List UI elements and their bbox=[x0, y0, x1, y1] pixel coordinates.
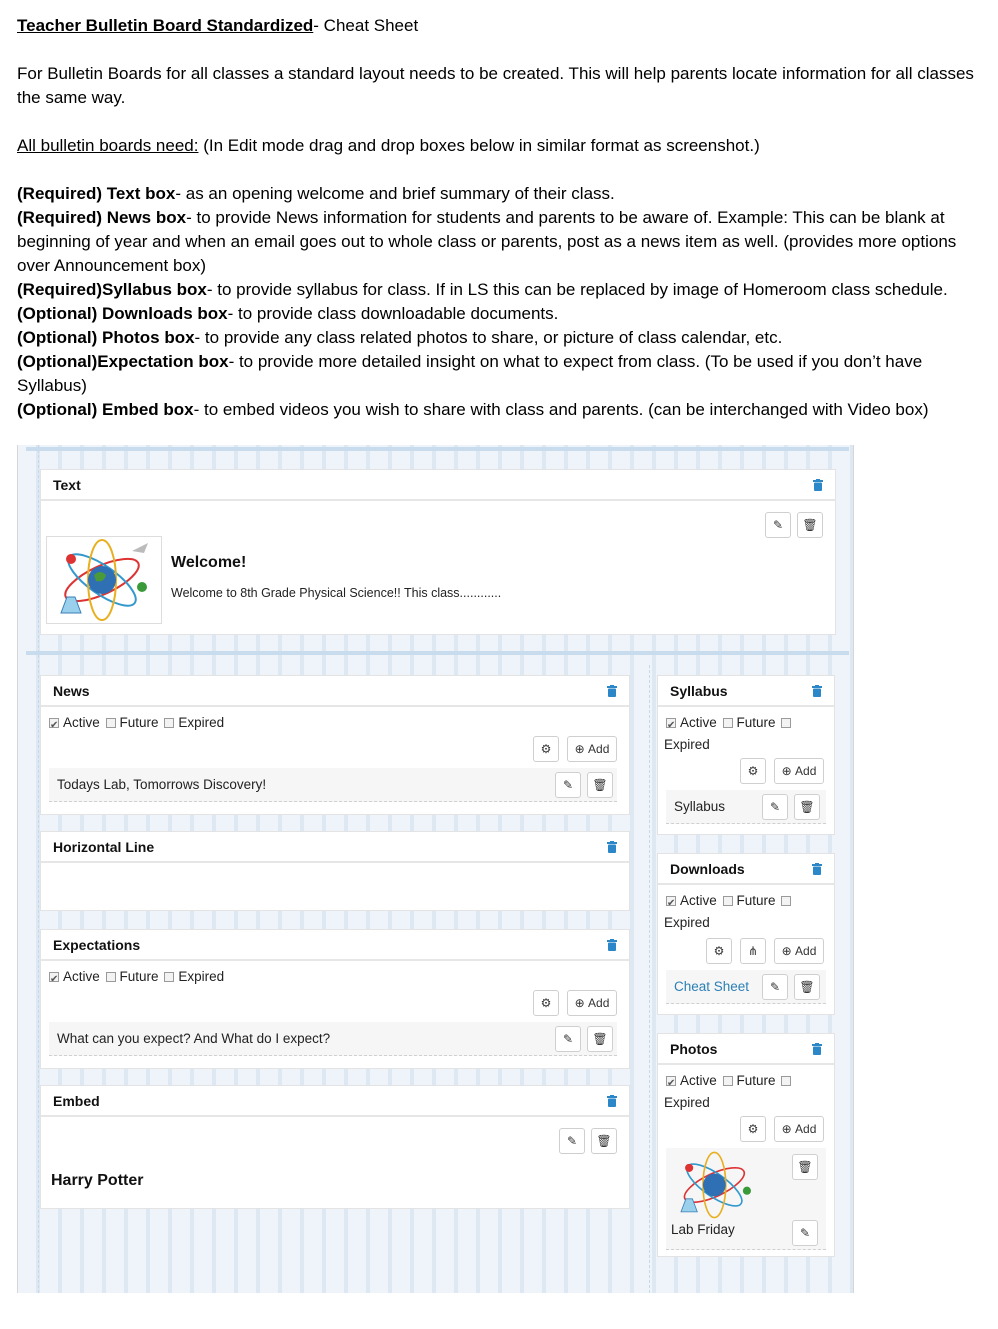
trash-icon: 🗑 bbox=[797, 1160, 813, 1174]
expectations-status-filter: ✔Active Future Expired bbox=[41, 961, 629, 988]
horizontal-line-header bbox=[41, 832, 629, 863]
photos-title: Photos bbox=[670, 1040, 718, 1057]
pencil-icon: ✎ bbox=[562, 778, 574, 792]
delete-button[interactable] bbox=[591, 1128, 617, 1154]
expectations-item[interactable]: What can you expect? And What do I expect? bbox=[49, 1022, 617, 1056]
downloads-status-filter: ✔Active Future Expired bbox=[658, 885, 834, 934]
gear-icon: ⚙ bbox=[540, 996, 552, 1010]
active-checkbox[interactable] bbox=[49, 718, 59, 728]
document-heading: Teacher Bulletin Board Standardized- Cheat Sheet bbox=[17, 16, 419, 35]
edit-button[interactable] bbox=[762, 974, 788, 1000]
trash-icon: 🗑 bbox=[596, 1134, 612, 1148]
future-checkbox[interactable] bbox=[106, 718, 116, 728]
expectations-title: Expectations bbox=[53, 936, 141, 953]
settings-button[interactable] bbox=[533, 736, 559, 762]
folder-tree-button[interactable] bbox=[740, 938, 766, 964]
settings-button[interactable] bbox=[740, 758, 766, 784]
delete-box-icon[interactable] bbox=[813, 479, 823, 491]
settings-button[interactable] bbox=[740, 1116, 766, 1142]
delete-box-icon[interactable] bbox=[607, 841, 617, 853]
text-box-title: Text bbox=[53, 476, 81, 493]
sitemap-icon: ⋔ bbox=[747, 944, 759, 958]
row-divider bbox=[26, 651, 849, 655]
bulletin-board-screenshot bbox=[17, 445, 854, 1293]
news-item[interactable]: Todays Lab, Tomorrows Discovery! bbox=[49, 768, 617, 802]
delete-button[interactable] bbox=[797, 512, 823, 538]
active-checkbox[interactable] bbox=[49, 972, 59, 982]
photos-box bbox=[657, 1033, 835, 1257]
expired-checkbox[interactable] bbox=[781, 718, 791, 728]
add-button[interactable]: ⊕ Add bbox=[567, 990, 617, 1016]
future-checkbox[interactable] bbox=[106, 972, 116, 982]
active-checkbox[interactable] bbox=[666, 718, 676, 728]
edit-button[interactable] bbox=[765, 512, 791, 538]
active-checkbox[interactable] bbox=[666, 896, 676, 906]
delete-button[interactable] bbox=[794, 974, 820, 1000]
future-checkbox[interactable] bbox=[723, 1076, 733, 1086]
requirement-photos-box: (Optional) Photos box- to provide any class related photos to share, or picture of class calendar, etc. bbox=[17, 328, 783, 347]
photos-status-filter: ✔Active Future Expired bbox=[658, 1065, 834, 1114]
cheat-sheet-document bbox=[17, 14, 985, 422]
edit-button[interactable] bbox=[555, 1026, 581, 1052]
gear-icon: ⚙ bbox=[540, 742, 552, 756]
pencil-icon: ✎ bbox=[799, 1226, 811, 1240]
active-checkbox[interactable] bbox=[666, 1076, 676, 1086]
add-button[interactable]: ⊕ Add bbox=[774, 938, 824, 964]
embed-title: Embed bbox=[53, 1092, 100, 1109]
delete-box-icon[interactable] bbox=[607, 685, 617, 697]
downloads-header bbox=[658, 854, 834, 885]
expired-checkbox[interactable] bbox=[781, 1076, 791, 1086]
news-box bbox=[40, 675, 630, 815]
trash-icon: 🗑 bbox=[799, 800, 815, 814]
science-image bbox=[46, 536, 162, 624]
pencil-icon: ✎ bbox=[772, 518, 784, 532]
gear-icon: ⚙ bbox=[713, 944, 725, 958]
trash-icon: 🗑 bbox=[592, 1032, 608, 1046]
plus-circle-icon: ⊕ bbox=[781, 944, 792, 958]
syllabus-box bbox=[657, 675, 835, 835]
atom-globe-icon bbox=[47, 537, 161, 623]
trash-icon: 🗑 bbox=[799, 980, 815, 994]
photos-header bbox=[658, 1034, 834, 1065]
requirement-downloads-box: (Optional) Downloads box- to provide class downloadable documents. bbox=[17, 304, 559, 323]
grid-guide bbox=[38, 445, 39, 1293]
add-button[interactable]: ⊕ Add bbox=[567, 736, 617, 762]
plus-circle-icon: ⊕ bbox=[574, 996, 585, 1010]
welcome-text: Welcome to 8th Grade Physical Science!! This class............ bbox=[171, 586, 502, 600]
add-button[interactable]: ⊕ Add bbox=[774, 1116, 824, 1142]
news-box-title: News bbox=[53, 682, 90, 699]
edit-button[interactable] bbox=[555, 772, 581, 798]
expectations-header bbox=[41, 930, 629, 961]
requirement-embed-box: (Optional) Embed box- to embed videos you wish to share with class and parents. (can be interchanged with Video box) bbox=[17, 400, 929, 419]
pencil-icon: ✎ bbox=[566, 1134, 578, 1148]
delete-box-icon[interactable] bbox=[812, 685, 822, 697]
download-link[interactable]: Cheat Sheet bbox=[666, 970, 826, 1004]
syllabus-item[interactable]: Syllabus bbox=[666, 790, 826, 824]
delete-button[interactable] bbox=[792, 1154, 818, 1180]
pencil-icon: ✎ bbox=[769, 980, 781, 994]
add-button[interactable]: ⊕ Add bbox=[774, 758, 824, 784]
downloads-box bbox=[657, 853, 835, 1015]
delete-box-icon[interactable] bbox=[607, 939, 617, 951]
atom-globe-icon bbox=[666, 1150, 766, 1220]
row-divider bbox=[26, 447, 849, 451]
horizontal-line-box bbox=[40, 831, 630, 911]
requirement-text-box: (Required) Text box- as an opening welcome and brief summary of their class. bbox=[17, 184, 615, 203]
syllabus-title: Syllabus bbox=[670, 682, 728, 699]
text-box bbox=[40, 469, 836, 635]
intro-paragraph: For Bulletin Boards for all classes a standard layout needs to be created. This will help parents locate information for all classes the same way. bbox=[17, 64, 974, 107]
requirement-syllabus-box: (Required)Syllabus box- to provide syllabus for class. If in LS this can be replaced by image of Homeroom class schedule. bbox=[17, 280, 948, 299]
plus-circle-icon: ⊕ bbox=[781, 764, 792, 778]
delete-button[interactable] bbox=[587, 772, 613, 798]
news-status-filter: ✔Active Future Expired bbox=[41, 707, 629, 734]
delete-button[interactable] bbox=[587, 1026, 613, 1052]
pencil-icon: ✎ bbox=[769, 800, 781, 814]
edit-button[interactable] bbox=[559, 1128, 585, 1154]
delete-box-icon[interactable] bbox=[812, 863, 822, 875]
plus-circle-icon: ⊕ bbox=[574, 742, 585, 756]
edit-button[interactable] bbox=[762, 794, 788, 820]
syllabus-status-filter: ✔Active Future Expired bbox=[658, 707, 834, 756]
settings-button[interactable] bbox=[533, 990, 559, 1016]
pencil-icon: ✎ bbox=[562, 1032, 574, 1046]
trash-icon: 🗑 bbox=[802, 518, 818, 532]
requirement-news-box: (Required) News box- to provide News information for students and parents to be aware of. Example: This can be blank at beginning of year and when an email goes out to whole class or parents, post as a news item as well. (provides more options over Announcement box) bbox=[17, 208, 957, 275]
expired-checkbox[interactable] bbox=[781, 896, 791, 906]
gear-icon: ⚙ bbox=[747, 764, 759, 778]
welcome-title: Welcome! bbox=[171, 554, 247, 571]
delete-box-icon[interactable] bbox=[607, 1095, 617, 1107]
embed-header bbox=[41, 1086, 629, 1117]
delete-box-icon[interactable] bbox=[812, 1043, 822, 1055]
photo-caption: Lab Friday bbox=[671, 1222, 735, 1237]
expired-checkbox[interactable] bbox=[164, 972, 174, 982]
plus-circle-icon: ⊕ bbox=[781, 1122, 792, 1136]
trash-icon: 🗑 bbox=[592, 778, 608, 792]
embed-content: Harry Potter bbox=[51, 1172, 144, 1189]
expired-checkbox[interactable] bbox=[164, 718, 174, 728]
future-checkbox[interactable] bbox=[723, 718, 733, 728]
edit-button[interactable] bbox=[792, 1220, 818, 1246]
requirement-expectation-box: (Optional)Expectation box- to provide more detailed insight on what to expect from class. (To be used if you don’t have Syllabus) bbox=[17, 352, 923, 395]
future-checkbox[interactable] bbox=[723, 896, 733, 906]
requirements-heading: All bulletin boards need: (In Edit mode drag and drop boxes below in similar format as screenshot.) bbox=[17, 136, 760, 155]
syllabus-header bbox=[658, 676, 834, 707]
grid-guide bbox=[649, 665, 650, 1293]
text-box-header bbox=[41, 470, 835, 501]
embed-box bbox=[40, 1085, 630, 1209]
delete-button[interactable] bbox=[794, 794, 820, 820]
news-box-header bbox=[41, 676, 629, 707]
downloads-title: Downloads bbox=[670, 860, 745, 877]
expectations-box bbox=[40, 929, 630, 1069]
settings-button[interactable] bbox=[706, 938, 732, 964]
gear-icon: ⚙ bbox=[747, 1122, 759, 1136]
horizontal-line-title: Horizontal Line bbox=[53, 838, 155, 855]
